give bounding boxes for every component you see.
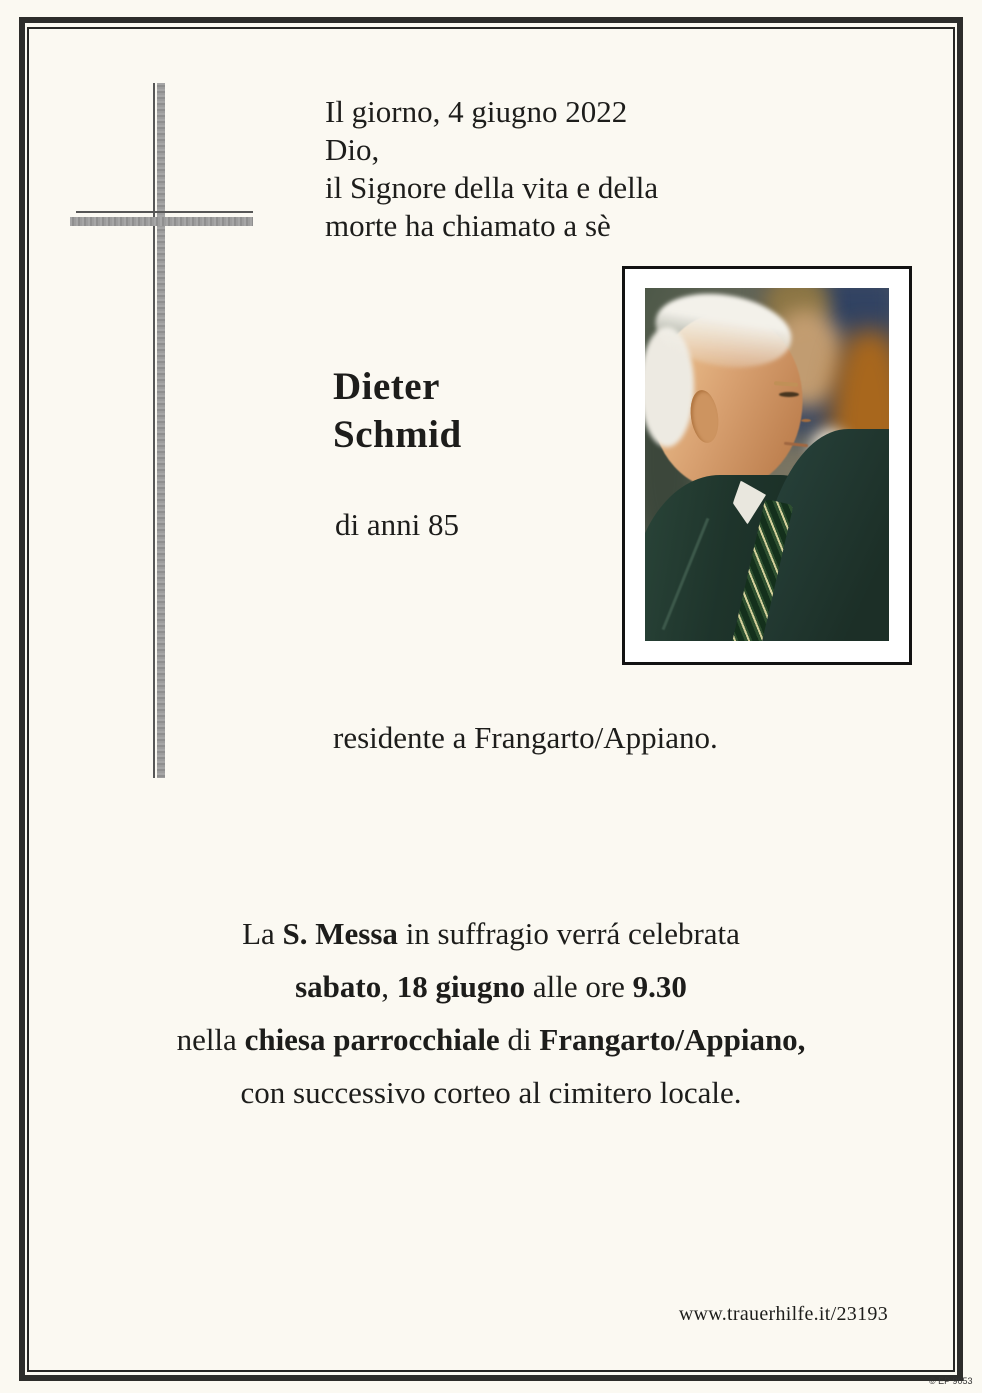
print-code: © EP 9053 <box>929 1376 973 1386</box>
cross-vertical-bar <box>157 83 165 778</box>
ceremony-text: di <box>499 1022 540 1057</box>
ceremony-line-4: con successivo corteo al cimitero locale. <box>240 1075 742 1110</box>
cross-horizontal-thin-line <box>76 211 253 213</box>
opening-line: Il giorno, 4 giugno 2022 <box>325 94 628 129</box>
ceremony-line-1 <box>60 915 922 952</box>
deceased-first-name: Dieter <box>333 365 440 408</box>
photo-man-nose <box>801 419 811 422</box>
opening-line: Dio, <box>325 132 380 167</box>
ceremony-text-bold: Frangarto/Appiano, <box>539 1022 806 1057</box>
deceased-name <box>333 363 462 459</box>
ceremony-line-3 <box>60 1021 922 1058</box>
ceremony-text-bold: 18 giugno <box>396 969 526 1004</box>
residence-line: residente a Frangarto/Appiano. <box>333 720 718 755</box>
portrait-photo <box>645 288 889 641</box>
opening-text <box>325 93 658 245</box>
ceremony-text: , <box>381 969 397 1004</box>
ceremony-text: in suffragio verrá celebrata <box>397 916 740 951</box>
ceremony-text: nella <box>176 1022 245 1057</box>
deceased-last-name: Schmid <box>333 413 462 456</box>
opening-line: il Signore della vita e della <box>325 170 659 205</box>
ceremony-text-bold: chiesa parrocchiale <box>244 1022 500 1057</box>
cross-vertical-thin-line <box>153 83 155 778</box>
cross-horizontal-bar <box>70 217 253 226</box>
ceremony-text-bold: sabato <box>295 969 382 1004</box>
ceremony-line-2 <box>60 968 922 1005</box>
portrait-photo-frame <box>622 266 912 665</box>
ceremony-text-bold: S. Messa <box>282 916 398 951</box>
ceremony-announcement <box>60 915 922 1127</box>
opening-line: morte ha chiamato a sè <box>325 208 611 243</box>
age-line: di anni 85 <box>335 507 459 542</box>
ceremony-text-bold: 9.30 <box>632 969 687 1004</box>
ceremony-text: La <box>242 916 283 951</box>
website-line: www.trauerhilfe.it/23193 <box>678 1303 888 1325</box>
ceremony-text: alle ore <box>525 969 633 1004</box>
